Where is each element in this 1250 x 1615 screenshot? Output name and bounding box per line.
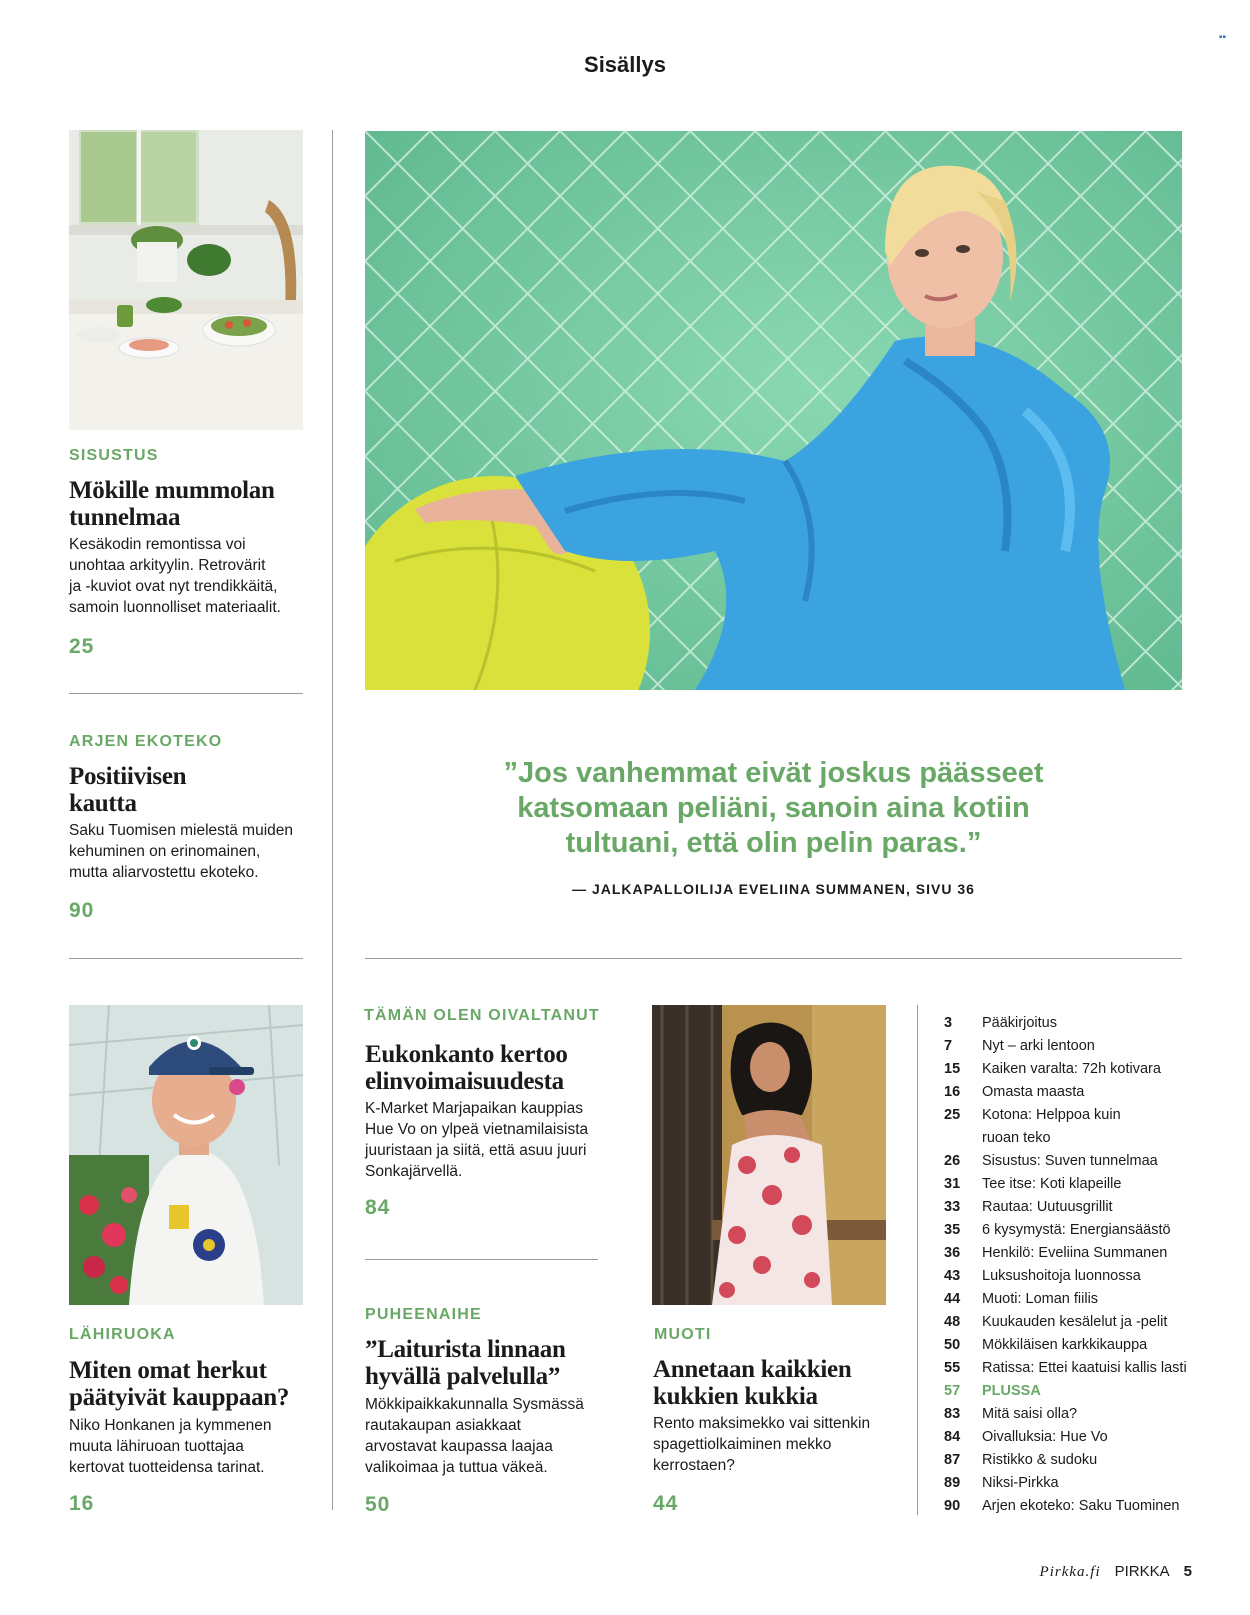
toc-label: Kaiken varalta: 72h kotivara [982, 1061, 1161, 1077]
article-summary [69, 820, 309, 883]
toc-row[interactable] [944, 1012, 1244, 1035]
toc-page-number: 15 [944, 1061, 961, 1077]
summary-line: arvostavat kaupassa laajaa [365, 1438, 553, 1455]
toc-label: Mökkiläisen karkkikauppa [982, 1337, 1148, 1353]
divider [69, 958, 303, 959]
column-divider [332, 130, 333, 1510]
summary-line: valikoimaa ja tuttua väkeä. [365, 1459, 548, 1476]
toc-page-number: 36 [944, 1245, 961, 1261]
headline-line: Positiivisen [69, 763, 187, 790]
toc-label: Ristikko & sudoku [982, 1452, 1098, 1468]
color-registration-mark: ▪▪ [1218, 32, 1226, 43]
summary-line: K-Market Marjapaikan kauppias [365, 1100, 583, 1117]
summary-line: samoin luonnolliset materiaalit. [69, 599, 281, 616]
headline-line: Eukonkanto kertoo [365, 1041, 568, 1068]
summary-line: unohtaa arkityylin. Retrovärit [69, 557, 266, 574]
article-headline[interactable] [69, 763, 309, 817]
toc-label: Tee itse: Koti klapeille [982, 1176, 1122, 1192]
magazine-brand: PIRKKA [1114, 1563, 1170, 1580]
section-kicker: PUHEENAIHE [365, 1306, 482, 1323]
footer-page-number: 5 [1183, 1563, 1192, 1580]
toc-page-number: 55 [944, 1360, 961, 1376]
pull-quote [365, 756, 1182, 861]
divider [365, 1259, 598, 1260]
summary-line: Niko Honkanen ja kymmenen [69, 1417, 272, 1434]
toc-page-number: 16 [944, 1084, 961, 1100]
summary-line: ja -kuviot ovat nyt trendikkäitä, [69, 578, 278, 595]
headline-line: Annetaan kaikkien [653, 1356, 852, 1383]
toc-page-number: 43 [944, 1268, 961, 1284]
toc-page-number: 44 [944, 1291, 961, 1307]
article-summary [69, 1415, 309, 1478]
toc-label: 6 kysymystä: Energiansäästö [982, 1222, 1171, 1238]
toc-page-number [944, 1127, 982, 1150]
quote-line: ”Jos vanhemmat eivät joskus päässeet [503, 757, 1044, 789]
toc-label: Pääkirjoitus [982, 1015, 1057, 1031]
page-footer [1040, 1563, 1192, 1581]
toc-page-number: 3 [944, 1015, 953, 1031]
toc-row[interactable] [944, 1035, 1244, 1058]
toc-label: Kotona: Helppoa kuin [982, 1107, 1121, 1123]
toc-label: Omasta maasta [982, 1084, 1085, 1100]
summary-line: Kesäkodin remontissa voi [69, 536, 246, 553]
toc-page-number: 87 [944, 1452, 961, 1468]
section-kicker: MUOTI [654, 1326, 712, 1343]
toc-row[interactable] [944, 1173, 1244, 1196]
toc-row[interactable] [944, 1426, 1244, 1449]
headline-line: tunnelmaa [69, 504, 181, 531]
article-headline[interactable] [365, 1041, 625, 1095]
summary-line: kehuminen on erinomainen, [69, 843, 261, 860]
toc-label: Muoti: Loman fiilis [982, 1291, 1099, 1307]
quote-line: tultuani, että olin pelin paras.” [565, 827, 982, 859]
summary-line: Sonkajärvellä. [365, 1163, 463, 1180]
article-headline[interactable] [653, 1356, 913, 1410]
toc-row[interactable] [944, 1196, 1244, 1219]
toc-label: Niksi-Pirkka [982, 1475, 1059, 1491]
section-kicker: ARJEN EKOTEKO [69, 733, 223, 750]
headline-line: kukkien kukkia [653, 1383, 818, 1410]
summary-line: kertovat tuotteidensa tarinat. [69, 1459, 265, 1476]
headline-line: Mökille mummolan [69, 477, 275, 504]
headline-line: kautta [69, 790, 137, 817]
toc-label: Mitä saisi olla? [982, 1406, 1078, 1422]
toc-label: Arjen ekoteko: Saku Tuominen [982, 1498, 1180, 1514]
hero-photo [365, 131, 1182, 690]
toc-label: Ratissa: Ettei kaatuisi kallis lasti [982, 1360, 1187, 1376]
toc-row[interactable] [944, 1242, 1244, 1265]
toc-row[interactable] [944, 1403, 1244, 1426]
headline-line: elinvoimaisuudesta [365, 1068, 564, 1095]
article-headline[interactable] [69, 1357, 329, 1411]
toc-page-number: 48 [944, 1314, 961, 1330]
toc-label: Nyt – arki lentoon [982, 1038, 1095, 1054]
summary-line: muuta lähiruoan tuottajaa [69, 1438, 244, 1455]
page-number[interactable]: 16 [69, 1492, 95, 1515]
site-url[interactable]: Pirkka.fi [1039, 1564, 1101, 1580]
toc-page-number: 33 [944, 1199, 961, 1215]
article-summary [69, 534, 309, 618]
summary-line: Hue Vo on ylpeä vietnamilaisista [365, 1121, 589, 1138]
toc-row[interactable] [944, 1472, 1244, 1495]
summary-line: Rento maksimekko vai sittenkin [653, 1415, 871, 1432]
toc-page-number: 7 [944, 1038, 953, 1054]
toc-row[interactable] [944, 1058, 1244, 1081]
summary-line: mutta aliarvostettu ekoteko. [69, 864, 259, 881]
fashion-photo [652, 1005, 886, 1305]
toc-page-number: 89 [944, 1475, 961, 1491]
interior-photo [69, 130, 303, 430]
toc-row[interactable] [944, 1104, 1244, 1127]
page-number[interactable]: 90 [69, 899, 95, 922]
toc-page-number: 57 [944, 1383, 961, 1399]
toc-row[interactable] [944, 1311, 1244, 1334]
toc-row[interactable] [944, 1265, 1244, 1288]
summary-line: rautakaupan asiakkaat [365, 1417, 521, 1434]
toc-row[interactable] [944, 1081, 1244, 1104]
toc-page-number: 31 [944, 1176, 961, 1192]
page-number[interactable]: 44 [653, 1492, 679, 1515]
summary-line: Saku Tuomisen mielestä muiden [69, 822, 294, 839]
toc-label: PLUSSA [982, 1383, 1041, 1399]
page-number[interactable]: 84 [365, 1196, 391, 1219]
article-summary [365, 1098, 620, 1182]
headline-line: Miten omat herkut [69, 1357, 267, 1384]
toc-row[interactable] [944, 1127, 1244, 1150]
article-headline[interactable] [69, 477, 309, 531]
toc-page-number: 26 [944, 1153, 961, 1169]
page-title: Sisällys [584, 52, 666, 77]
toc-label: Sisustus: Suven tunnelmaa [982, 1153, 1158, 1169]
article-summary [653, 1413, 913, 1476]
toc-label: Luksushoitoja luonnossa [982, 1268, 1141, 1284]
toc-page-number: 84 [944, 1429, 961, 1445]
toc-page-number: 90 [944, 1498, 961, 1514]
column-divider [917, 1005, 918, 1515]
toc-page-number: 50 [944, 1337, 961, 1353]
toc-label: Henkilö: Eveliina Summanen [982, 1245, 1168, 1261]
page-number[interactable]: 50 [365, 1493, 391, 1516]
toc-list [944, 1012, 1244, 1518]
toc-row[interactable] [944, 1449, 1244, 1472]
toc-row[interactable] [944, 1334, 1244, 1357]
section-kicker: SISUSTUS [69, 447, 159, 464]
headline-line: päätyivät kauppaan? [69, 1384, 290, 1411]
summary-line: spagettiolkaiminen mekko [653, 1436, 832, 1453]
article-headline[interactable] [365, 1336, 635, 1390]
toc-page-number: 25 [944, 1107, 961, 1123]
quote-attribution: — JALKAPALLOILIJA EVELIINA SUMMANEN, SIVU 36 [572, 881, 975, 897]
page-number[interactable]: 25 [69, 635, 95, 658]
article-summary [365, 1394, 620, 1478]
toc-row[interactable] [944, 1495, 1244, 1518]
producer-photo [69, 1005, 303, 1305]
toc-row[interactable] [944, 1357, 1244, 1380]
headline-line: hyvällä palvelulla” [365, 1363, 561, 1390]
toc-row[interactable] [944, 1219, 1244, 1242]
toc-page-number: 83 [944, 1406, 961, 1422]
summary-line: kerrostaen? [653, 1457, 735, 1474]
toc-page-number: 35 [944, 1222, 961, 1238]
section-kicker: LÄHIRUOKA [69, 1326, 176, 1343]
divider [69, 693, 303, 694]
section-kicker: TÄMÄN OLEN OIVALTANUT [364, 1007, 600, 1024]
headline-line: ”Laiturista linnaan [365, 1336, 566, 1363]
toc-row[interactable] [944, 1150, 1244, 1173]
quote-line: katsomaan peliäni, sanoin aina kotiin [517, 792, 1030, 824]
toc-row[interactable] [944, 1288, 1244, 1311]
toc-label: ruoan teko [982, 1130, 1051, 1146]
divider [365, 958, 1182, 959]
summary-line: juuristaan ja siitä, että asuu juuri [365, 1142, 587, 1159]
toc-label: Kuukauden kesälelut ja -pelit [982, 1314, 1168, 1330]
toc-label: Oivalluksia: Hue Vo [982, 1429, 1108, 1445]
toc-label: Rautaa: Uutuusgrillit [982, 1199, 1113, 1215]
summary-line: Mökkipaikkakunnalla Sysmässä [365, 1396, 584, 1413]
toc-row-highlight[interactable] [944, 1380, 1244, 1403]
